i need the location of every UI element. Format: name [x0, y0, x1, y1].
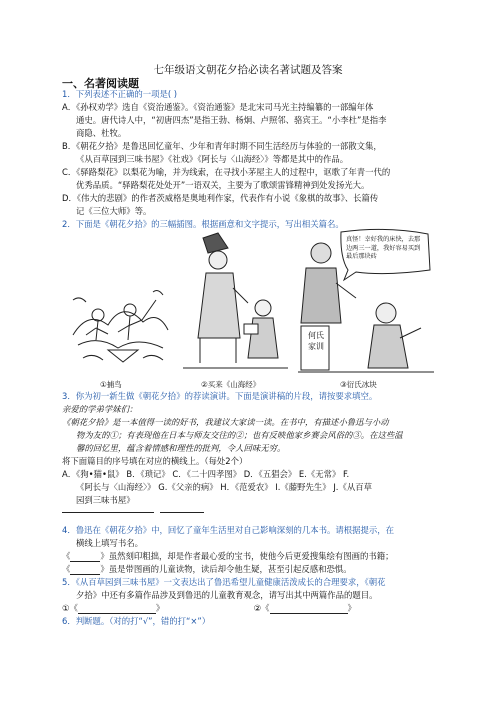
illustration-bird-catching: [68, 240, 173, 380]
wall-plaque: 何氏 家训: [308, 331, 324, 351]
section-heading: 一、名著阅读题: [62, 77, 139, 90]
q5-blank-2[interactable]: [270, 604, 348, 614]
q3-options-line1: A．《狗•猫•鼠》 B．《琐记》 C．《二十四孝图》 D．《五猖会》 E.《无常》 F.: [62, 469, 350, 479]
q1-option-b-line2: 《从百草园到三味书屋》《社戏》《阿长与〈山海经〉》等都是其中的作品。: [76, 154, 349, 164]
q2-stem: 2．下面是《朝花夕拾》的三幅插图。根据画意和文字提示，写出相关篇名。: [62, 219, 344, 229]
q3-speech-line1: 《朝花夕拾》是一本值得一读的好书，我建议大家读一读。在书中，有描述小鲁迅与小动: [62, 417, 389, 427]
page-title: 七年级语文朝花夕拾必读名著试题及答案: [153, 64, 343, 76]
q5-stem-line1: 5．《从百草园到三味书屋》一文表达出了鲁迅希望儿童健康活泼成长的合理要求，《朝花: [62, 577, 386, 587]
q1-option-b-line1: B．《朝花夕拾》是鲁迅回忆童年、少年和青年时期不同生活经历与体验的一部散文集，: [62, 141, 382, 151]
q5-blank-1[interactable]: [78, 604, 156, 614]
q1-stem: 1．下列表述不正确的一项是( ): [62, 89, 178, 99]
q4-blank-2[interactable]: [70, 565, 100, 575]
q3-speech-line3: 馨的回忆里，蕴含着情感和理性的批判，令人回味无穷。: [76, 443, 286, 453]
q5-stem-line2: 夕拾》中还有多篇作品涉及到鲁迅的儿童教育观念，请写出其中两篇作品的题目。: [76, 590, 378, 600]
q1-option-a-line2: 通史。唐代诗人中，“初唐四杰”是指王勃、杨炯、卢照邻、骆宾王。“小李杜”是指李: [76, 115, 387, 125]
q1-option-d-line2: 记《三位大师》等。: [76, 206, 152, 216]
q4-stem-line1: 4．鲁迅在《朝花夕拾》中，回忆了童年生活里对自己影响深刻的几本书。请根据提示，在: [62, 525, 394, 535]
illustration-ice-block: [296, 228, 436, 378]
q6-stem: 6．判断题。（对的打“√”，错的打“×”）: [62, 616, 211, 626]
q3-speech-line2: 物为友的①；有表现他在日本与师友交往的②；也有反映他家乡赛会风俗的③。在这些温: [76, 430, 403, 440]
q1-option-d-line1: D．《伟大的悲剧》的作者茨威格是奥地利作家，代表作有小说《象棋的故事》、长篇传: [62, 193, 379, 203]
caption-1: ①捕鸟: [100, 380, 122, 389]
q4-stem-line2: 横线上填写书名。: [76, 538, 143, 548]
q5-answer-row: ①《 》 ②《 》: [62, 603, 356, 613]
q1-option-c-line1: C．《驿路梨花》以梨花为喻，并为线索，在寻找小茅屋主人的过程中，讴歌了年青一代的: [62, 167, 391, 177]
speech-line: 边两三一道，我好容易买到: [346, 244, 421, 252]
q3-answer-blank-1[interactable]: [62, 512, 154, 513]
q3-options-line2: 《阿长与〈山海经〉》 G.《父亲的病》 H．《范爱农》 I.《藤野先生》 J.《从百草: [76, 482, 372, 492]
q3-stem: 3．你为初一新生做《朝花夕拾》的荐读演讲。下面是演讲稿的片段，请按要求填空。: [62, 391, 378, 401]
speech-bubble: [346, 236, 428, 262]
caption-3: ③衍氏冰块: [340, 380, 377, 389]
speech-line: 真怪！幸好我的床快，去那: [346, 236, 421, 243]
caption-2: ②买来《山海经》: [201, 380, 261, 389]
q4-blank-1[interactable]: [70, 552, 100, 562]
speech-line: 最后那块砖: [346, 253, 377, 260]
q4-item-1: 《 》虽然刻印粗拙，却是作者最心爱的宝书，使他今后更爱搜集绘有图画的书籍；: [62, 551, 394, 561]
illustration-buying-shanhaijing: [178, 228, 293, 378]
q3-greeting: 亲爱的学弟学妹们：: [62, 404, 138, 414]
q1-option-a-line1: A．《孙权劝学》选自《资治通鉴》。《资治通鉴》是北宋司马光主持编纂的一部编年体: [62, 102, 374, 112]
q3-instruction: 将下面篇目的序号填在对应的横线上。（每处2个）: [62, 456, 248, 466]
q1-option-a-line3: 商隐、杜牧。: [76, 128, 127, 138]
q1-option-c-line2: 优秀品质。“驿路梨花处处开”一语双关，主要为了歌颂雷锋精神到处发扬光大。: [76, 180, 370, 190]
q4-item-2: 《 》虽是带图画的儿童读物，读后却令他生疑，甚至引起反感和恐惧。: [62, 564, 352, 574]
q3-options-line3: 园到三味书屋》: [76, 495, 135, 505]
q3-answer-blank-2[interactable]: [160, 512, 204, 513]
